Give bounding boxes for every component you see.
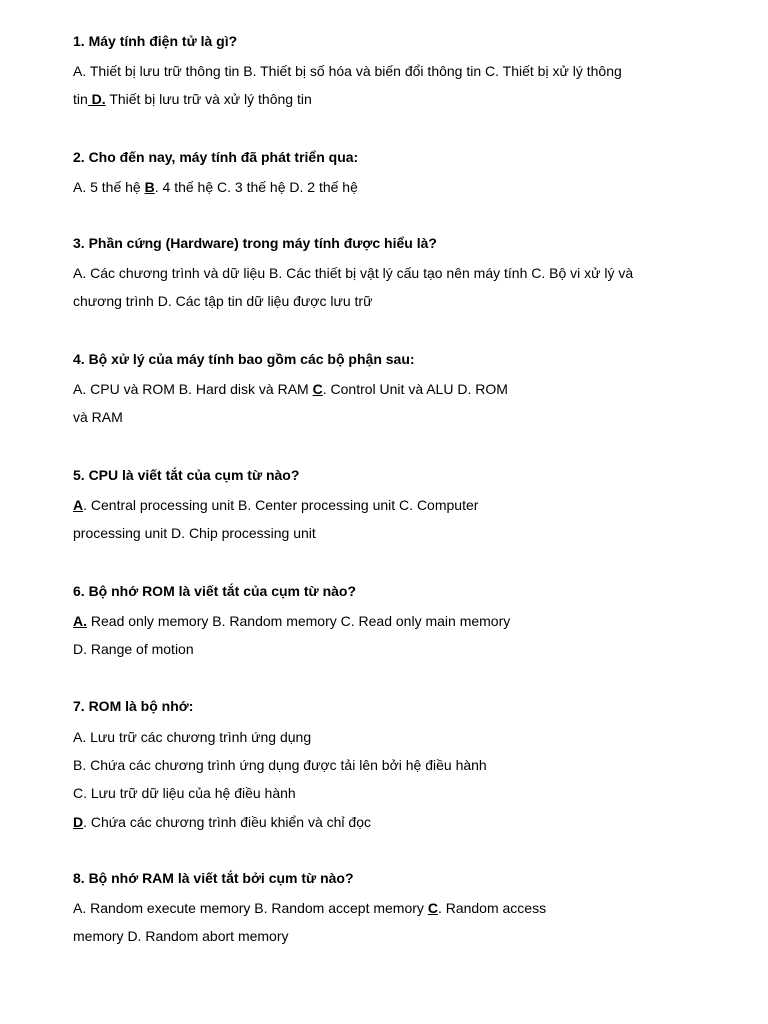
- answer-text: D. Range of motion: [73, 641, 194, 657]
- correct-answer-marker: B: [144, 179, 155, 195]
- correct-answer-marker: D.: [87, 91, 106, 107]
- answer-text: . Central processing unit B. Center processing unit C. Computer: [83, 497, 479, 513]
- answer-line: [73, 756, 487, 774]
- answer-text: C. Lưu trữ dữ liệu của hệ điều hành: [73, 785, 296, 801]
- answer-line: [73, 899, 546, 917]
- answer-text: tin: [73, 91, 88, 107]
- question-title: 5. CPU là viết tắt của cụm từ nào?: [73, 467, 300, 483]
- question-title: 1. Máy tính điện tử là gì?: [73, 33, 238, 49]
- answer-line: [73, 813, 371, 831]
- question-title: 4. Bộ xử lý của máy tính bao gồm các bộ phận sau:: [73, 351, 415, 367]
- question-title: 7. ROM là bộ nhớ:: [73, 698, 194, 714]
- question-title: 2. Cho đến nay, máy tính đã phát triển qua:: [73, 149, 359, 165]
- answer-text: A. Random execute memory B. Random accept memory: [73, 900, 428, 916]
- answer-line: [73, 784, 296, 802]
- answer-text: B. Chứa các chương trình ứng dụng được tải lên bởi hệ điều hành: [73, 757, 487, 773]
- answer-text: A. Các chương trình và dữ liệu B. Các thiết bị vật lý cấu tạo nên máy tính C. Bộ vi xử lý và: [73, 265, 634, 281]
- answer-line: [73, 927, 289, 945]
- answer-text: . Control Unit và ALU D. ROM: [322, 381, 508, 397]
- answer-text: A. Lưu trữ các chương trình ứng dụng: [73, 729, 312, 745]
- correct-answer-marker: D: [73, 814, 84, 830]
- correct-answer-marker: A.: [73, 613, 87, 629]
- answer-line: [73, 524, 316, 542]
- answer-text: . Chứa các chương trình điều khiển và chỉ đọc: [83, 814, 371, 830]
- answer-text: . 4 thế hệ C. 3 thế hệ D. 2 thế hệ: [154, 179, 358, 195]
- answer-line: [73, 496, 478, 514]
- answer-line: [73, 728, 311, 746]
- question-title: 6. Bộ nhớ ROM là viết tắt của cụm từ nào?: [73, 583, 357, 599]
- correct-answer-marker: A: [73, 497, 84, 513]
- question-title: 8. Bộ nhớ RAM là viết tắt bởi cụm từ nào?: [73, 870, 354, 886]
- answer-line: [73, 640, 194, 658]
- answer-text: A. Thiết bị lưu trữ thông tin B. Thiết bị số hóa và biến đổi thông tin C. Thiết bị xử lý thông: [73, 63, 622, 79]
- answer-text: chương trình D. Các tập tin dữ liệu được lưu trữ: [73, 293, 373, 309]
- correct-answer-marker: C: [427, 900, 438, 916]
- answer-text: memory D. Random abort memory: [73, 928, 289, 944]
- correct-answer-marker: C: [312, 381, 323, 397]
- answer-line: [73, 90, 312, 108]
- answer-text: A. CPU và ROM B. Hard disk và RAM: [73, 381, 313, 397]
- answer-text: . Random access: [437, 900, 547, 916]
- answer-line: [73, 612, 510, 630]
- answer-line: [73, 380, 508, 398]
- question-title: 3. Phần cứng (Hardware) trong máy tính được hiểu là?: [73, 235, 437, 251]
- answer-text: Read only memory B. Random memory C. Read only main memory: [87, 613, 511, 629]
- answer-text: A. 5 thế hệ: [73, 179, 145, 195]
- answer-line: [73, 178, 358, 196]
- answer-line: [73, 292, 372, 310]
- answer-text: Thiết bị lưu trữ và xử lý thông tin: [105, 91, 312, 107]
- answer-line: [73, 264, 633, 282]
- answer-text: processing unit D. Chip processing unit: [73, 525, 316, 541]
- answer-line: [73, 62, 622, 80]
- answer-line: [73, 408, 123, 426]
- answer-text: và RAM: [73, 409, 123, 425]
